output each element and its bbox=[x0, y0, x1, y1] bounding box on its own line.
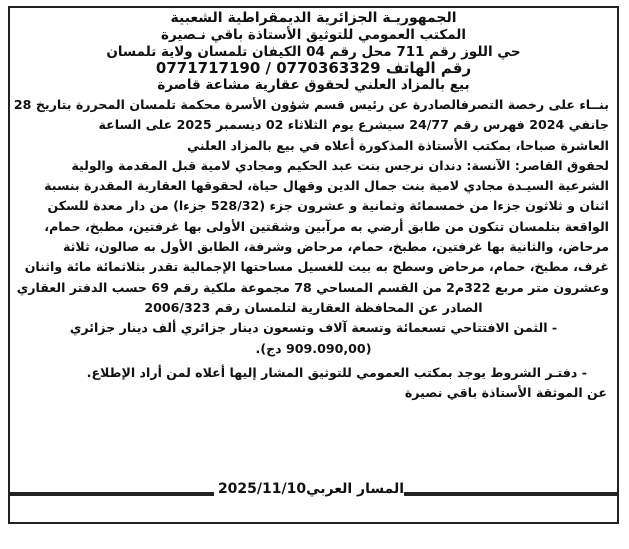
body-line: العاشرة صباحا، بمكتب الأستاذة المذكورة أعلاه في بيع بالمزاد العلني bbox=[187, 137, 609, 153]
office-address: حي اللوز رقم 711 محل رقم 04 الكيفان تلمسان ولاية تلمسان bbox=[106, 43, 521, 60]
conditions-note: - دفتـر الشروط يوجد بمكتب العمومي للتوثيق المشار إليها أعلاه لمن أراد الإطلاع. bbox=[86, 364, 587, 380]
land-registry-line: الصادر عن المحافظة العقارية لتلمسان رقم 2006/323 bbox=[144, 299, 483, 315]
opening-price-amount: (909.090,00 دج). bbox=[255, 340, 372, 356]
notary-office-title: المكتب العمومي للتوثيق الأستاذة باقي نـصيرة bbox=[161, 27, 466, 43]
body-line: اثنان و ثلاثون جزءا من خمسمائة وثمانية و عشرون جزء (528/32 جزءا) من دار معدة للسكن bbox=[47, 198, 609, 214]
opening-price-line: - الثمن الافتتاحي تسعمائة وتسعة آلاف وتسعون دينار جزائري ألف دينار جزائري bbox=[69, 320, 558, 336]
body-line: الواقعة بتلمسان تتكون من طابق أرضي به مرآبين وشقتين الأولى بها غرفتين، مطبخ، حمام، bbox=[44, 218, 609, 234]
announcement-subject: بيع بالمزاد العلني لحقوق عقارية مشاعة قاصرة bbox=[157, 77, 470, 93]
body-line: لحقوق القاصر: الآنسة: دندان نرجس بنت عبد الحكيم ومجادي لامية قبل المقدمة والولية bbox=[71, 157, 609, 173]
notary-signature: عن الموثقة الأستاذة باقي نصيرة bbox=[404, 384, 607, 400]
body-line: غرف، مطبخ، حمام، مرحاض وسطح به بيت للغسيل مساحتها الإجمالية تقدر بثلاثمائة مائة واثنان bbox=[24, 259, 609, 275]
footer-rule-left bbox=[8, 492, 214, 496]
body-line: الشرعية السيـدة مجادي لامية بنت جمال الدين وقهال حياة، لحقوقها العقارية المقدرة بنسبة bbox=[44, 178, 609, 194]
body-line: جانفي 2024 فهرس رقم 24/77 سيشرع يوم الثلاثاء 02 ديسمبر 2025 على الساعة bbox=[98, 117, 609, 133]
publication-credit bbox=[216, 481, 406, 497]
body-line: بنــاء على رخصة التصرفالصادرة عن رئيس قسم شؤون الأسرة محكمة تلمسان المحررة بتاريخ 28 bbox=[13, 97, 609, 112]
announcement-box bbox=[8, 6, 619, 524]
republic-title: الجمهوريـة الجزائرية الديمقراطية الشعبية bbox=[170, 10, 457, 26]
publication-footer bbox=[8, 478, 619, 502]
phone-numbers: رقم الهاتف 0770363329 / 0771717190 bbox=[155, 59, 472, 77]
body-line: مرحاض، والثانية بها غرفتين، مطبخ، حمام، مرحاض وشرفة، الطابق الأول به صالون، ثلاثة bbox=[63, 239, 609, 255]
footer-rule-right bbox=[404, 492, 619, 496]
newspaper-name: المسار العربي bbox=[306, 481, 405, 497]
publication-date: 2025/11/10 bbox=[217, 481, 307, 497]
body-line: وعشرون متر مربع 322م2 من القسم المساحي 78 مجموعة ملكية رقم 69 حسب الدفتر العقاري bbox=[16, 279, 609, 295]
